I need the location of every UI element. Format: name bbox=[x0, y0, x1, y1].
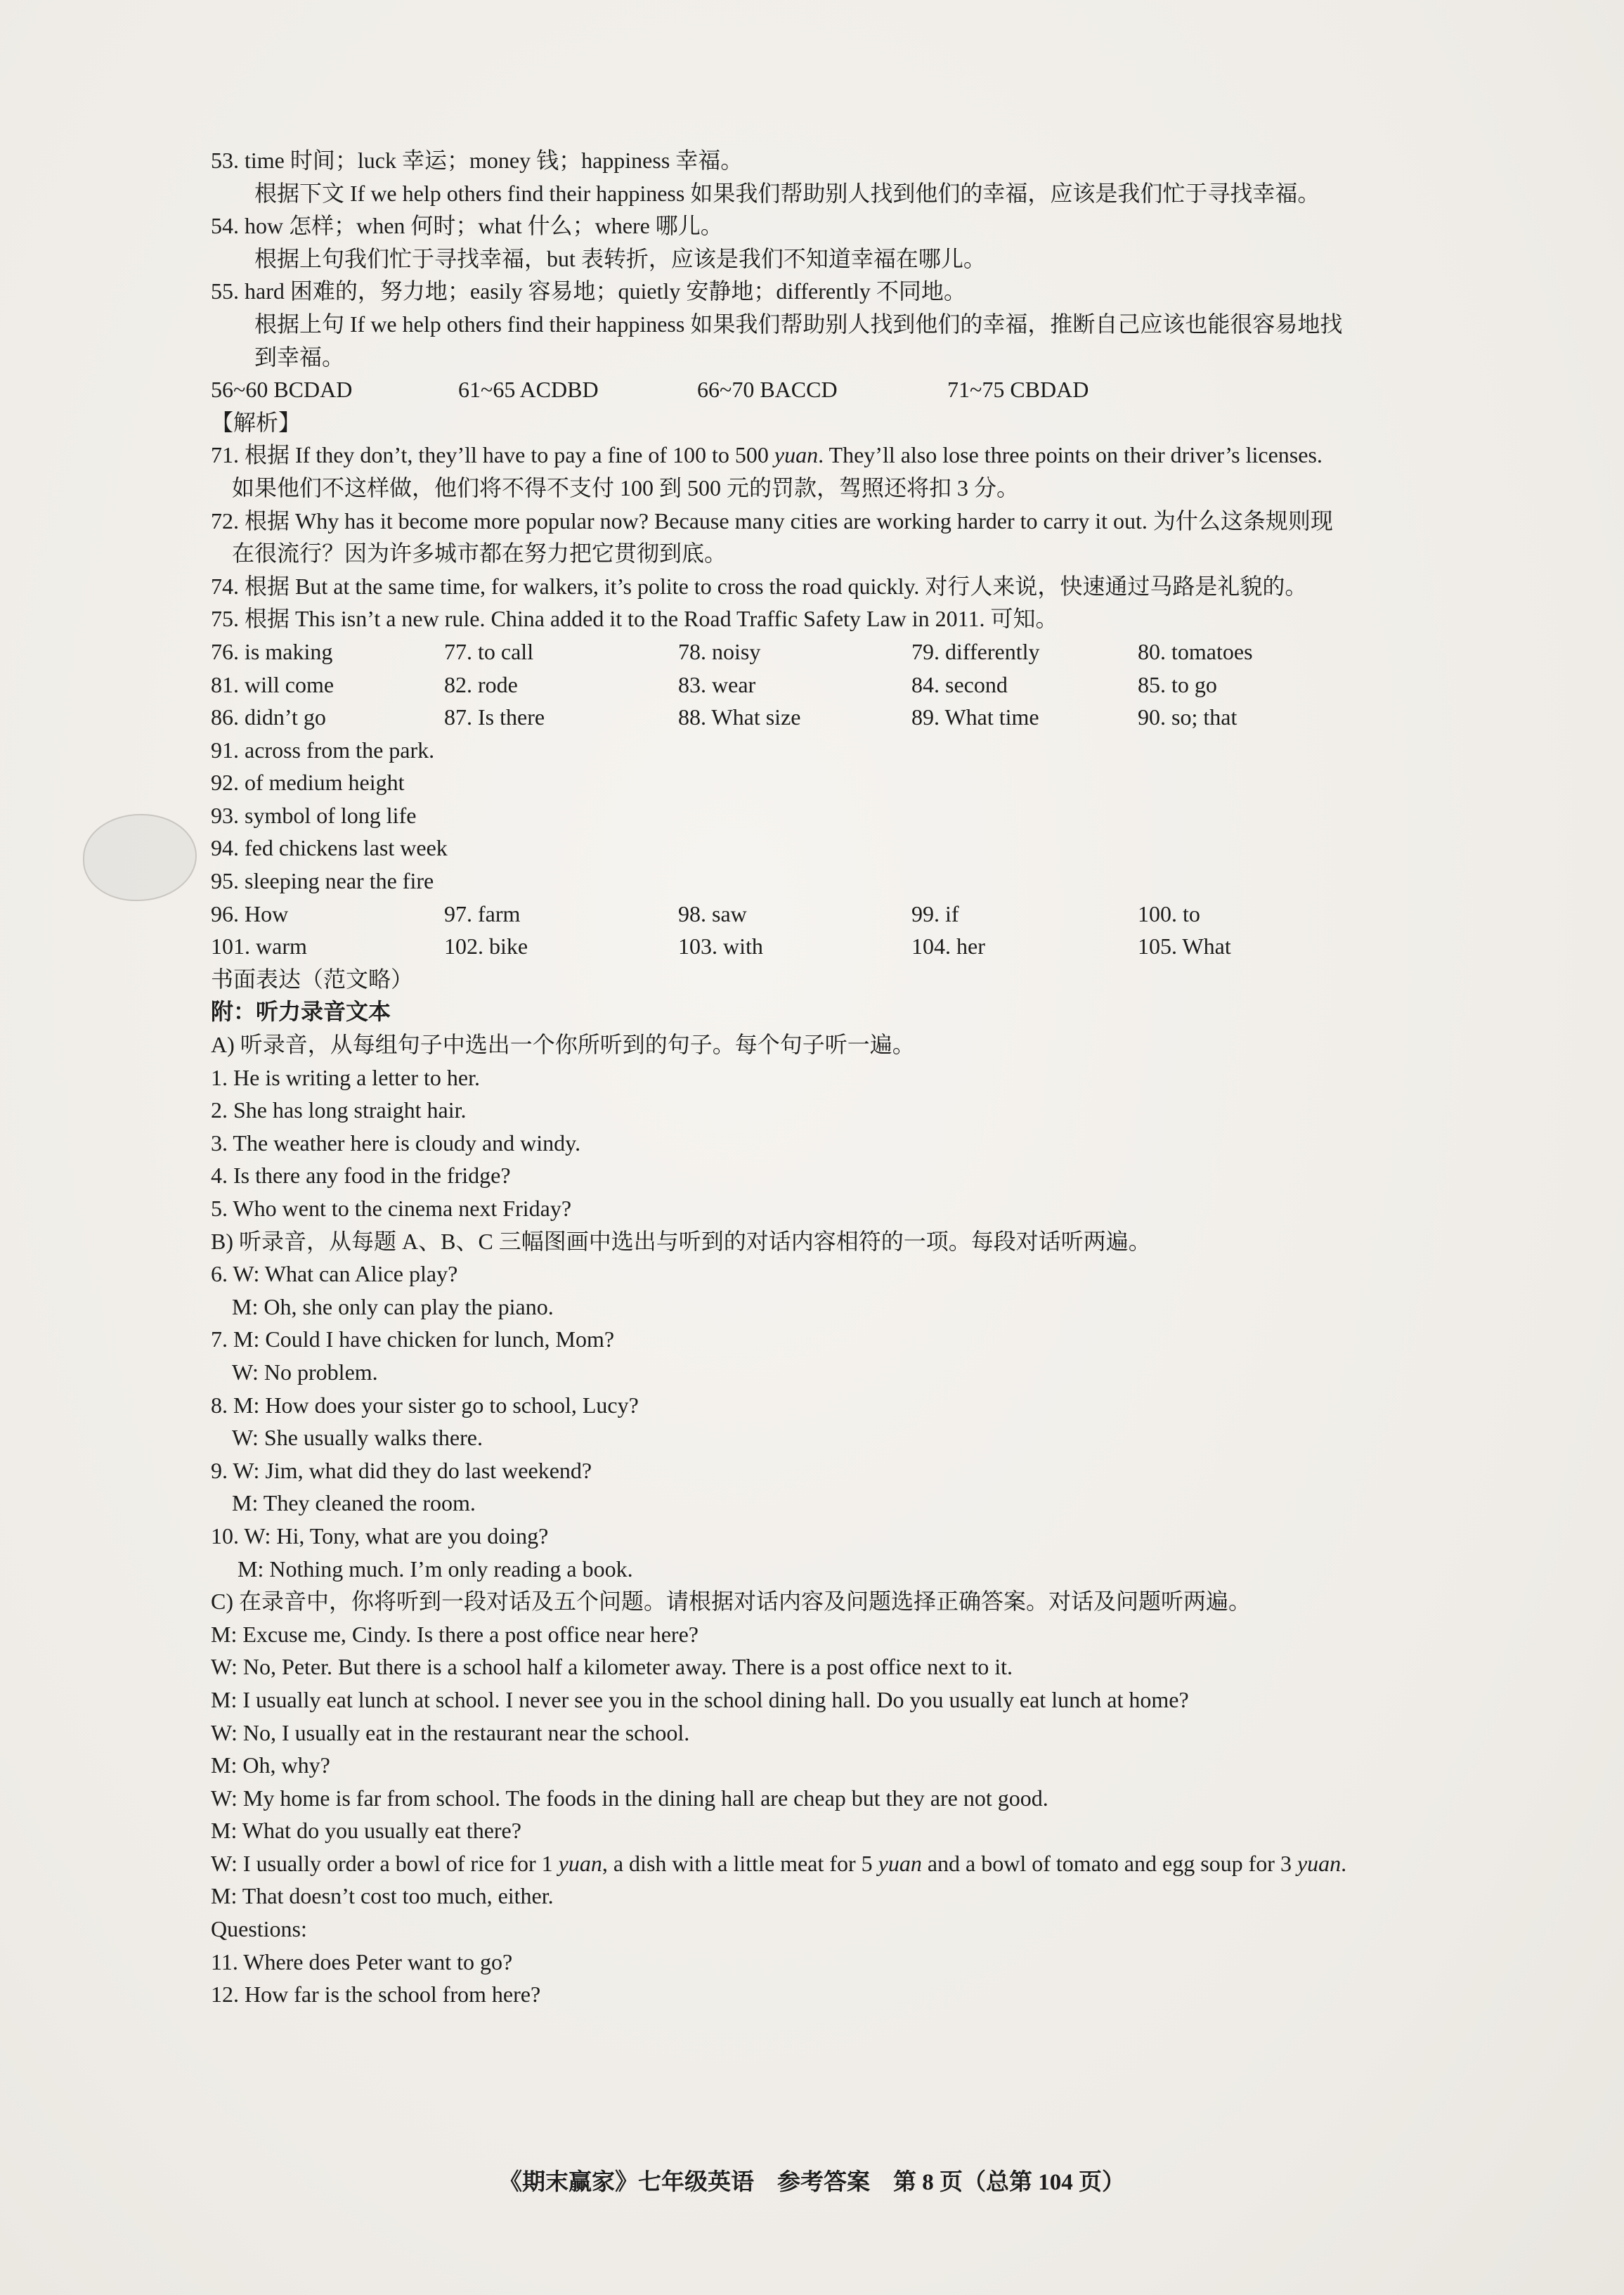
cloze-answers-row bbox=[211, 898, 1497, 931]
cloze-answer: 101. warm bbox=[211, 933, 307, 959]
sentence-answer: 94. fed chickens last week bbox=[211, 835, 448, 861]
fill-answer: 78. noisy bbox=[678, 638, 761, 664]
part-a-sentence: 4. Is there any food in the fridge? bbox=[211, 1163, 511, 1189]
fill-answer: 83. wear bbox=[678, 671, 756, 697]
dialogue-question: 6. W: What can Alice play? bbox=[211, 1261, 458, 1287]
reading-answer: 66~70 BACCD bbox=[697, 377, 838, 403]
analysis-72-translation: 在很流行？因为许多城市都在努力把它贯彻到底。 bbox=[232, 541, 727, 567]
analysis-71-translation: 如果他们不这样做，他们将不得不支付 100 到 500 元的罚款，驾照还将扣 3 分。 bbox=[232, 474, 1020, 500]
sentence-answer: 91. across from the park. bbox=[211, 737, 435, 763]
part-a-instructions: A) 听录音，从每组句子中选出一个你所听到的句子。每个句子听一遍。 bbox=[211, 1032, 915, 1058]
dialogue-answer: M: Oh, she only can play the piano. bbox=[232, 1293, 554, 1319]
dialogue-question: 8. M: How does your sister go to school, Lucy? bbox=[211, 1392, 639, 1418]
reading-answer: 61~65 ACDBD bbox=[458, 377, 599, 403]
answer-55-explanation: 根据上句 If we help others find their happiness 如果我们帮助别人找到他们的幸福，推断自己应该也能很容易地找 bbox=[254, 311, 1343, 337]
fill-answer: 89. What time bbox=[911, 704, 1039, 730]
part-a-sentence: 5. Who went to the cinema next Friday? bbox=[211, 1196, 572, 1221]
part-c-dialogue-line: M: I usually eat lunch at school. I never see you in the school dining hall. Do you usually eat lunch at home? bbox=[211, 1686, 1189, 1712]
fill-answer: 77. to call bbox=[444, 638, 534, 664]
fill-answer: 80. tomatoes bbox=[1138, 638, 1253, 664]
part-a-sentence: 2. She has long straight hair. bbox=[211, 1097, 467, 1123]
part-b-instructions: B) 听录音，从每题 A、B、C 三幅图画中选出与听到的对话内容相符的一项。每段对话听两遍。 bbox=[211, 1228, 1151, 1254]
cloze-answer: 96. How bbox=[211, 900, 289, 926]
appendix-title: 附：听力录音文本 bbox=[211, 999, 391, 1025]
part-c-dialogue-line: M: Oh, why? bbox=[211, 1752, 330, 1778]
dialogue-question: 9. W: Jim, what did they do last weekend? bbox=[211, 1457, 592, 1483]
part-c-dialogue-line: M: That doesn’t cost too much, either. bbox=[211, 1883, 554, 1909]
dialogue-question: 10. W: Hi, Tony, what are you doing? bbox=[211, 1523, 549, 1549]
analysis-72: 72. 根据 Why has it become more popular now? Because many cities are working harder to carry it out. 为什么这条规则现 bbox=[211, 508, 1333, 534]
analysis-75: 75. 根据 This isn’t a new rule. China added it to the Road Traffic Safety Law in 2011. 可知。 bbox=[211, 606, 1058, 632]
cloze-answer: 102. bike bbox=[444, 933, 528, 959]
cloze-answer: 103. with bbox=[678, 933, 763, 959]
fill-answer: 90. so; that bbox=[1138, 704, 1238, 730]
fill-answer: 79. differently bbox=[911, 638, 1040, 664]
analysis-heading: 【解析】 bbox=[211, 409, 301, 435]
part-c-dialogue-line: W: No, Peter. But there is a school half a kilometer away. There is a post office next to it. bbox=[211, 1654, 1013, 1680]
answer-53: 53. time 时间；luck 幸运；money 钱；happiness 幸福。 bbox=[211, 148, 743, 173]
answer-55-explanation-cont: 到幸福。 bbox=[254, 344, 345, 370]
dialogue-answer: W: No problem. bbox=[232, 1359, 378, 1385]
reading-answer: 56~60 BCDAD bbox=[211, 377, 353, 403]
faded-stamp-mark bbox=[83, 814, 197, 901]
writing-note: 书面表达（范文略） bbox=[211, 966, 414, 992]
fill-answer: 81. will come bbox=[211, 671, 334, 697]
cloze-answer: 97. farm bbox=[444, 900, 521, 926]
sentence-answer: 93. symbol of long life bbox=[211, 802, 417, 828]
fill-answer: 88. What size bbox=[678, 704, 801, 730]
part-c-dialogue-line: M: Excuse me, Cindy. Is there a post office near here? bbox=[211, 1621, 699, 1647]
cloze-answer: 99. if bbox=[911, 900, 959, 926]
questions-heading: Questions: bbox=[211, 1916, 307, 1942]
reading-answers-row bbox=[211, 373, 1497, 406]
sentence-answer: 95. sleeping near the fire bbox=[211, 868, 434, 894]
part-c-dialogue-line: W: I usually order a bowl of rice for 1 yuan, a dish with a little meat for 5 yuan and a bowl of tomato and egg soup for 3 yuan. bbox=[211, 1850, 1347, 1876]
answer-55: 55. hard 困难的，努力地；easily 容易地；quietly 安静地；differently 不同地。 bbox=[211, 278, 966, 304]
page-footer: 《期末赢家》七年级英语 参考答案 第 8 页（总第 104 页） bbox=[499, 2170, 1125, 2195]
cloze-answers-row bbox=[211, 930, 1497, 963]
reading-answer: 71~75 CBDAD bbox=[947, 377, 1089, 403]
dialogue-question: 7. M: Could I have chicken for lunch, Mom? bbox=[211, 1326, 615, 1352]
fill-answers-row bbox=[211, 635, 1497, 668]
fill-answer: 86. didn’t go bbox=[211, 704, 326, 730]
answer-54: 54. how 怎样；when 何时；what 什么；where 哪儿。 bbox=[211, 213, 723, 239]
fill-answers-row bbox=[211, 701, 1497, 734]
answer-key-content bbox=[211, 144, 1497, 2011]
fill-answer: 76. is making bbox=[211, 638, 333, 664]
cloze-answer: 105. What bbox=[1138, 933, 1231, 959]
cloze-answer: 104. her bbox=[911, 933, 985, 959]
analysis-71: 71. 根据 If they don’t, they’ll have to pay a fine of 100 to 500 yuan. They’ll also lose three points on their driver’s licenses. bbox=[211, 442, 1323, 468]
answer-53-explanation: 根据下文 If we help others find their happiness 如果我们帮助别人找到他们的幸福，应该是我们忙于寻找幸福。 bbox=[254, 180, 1320, 206]
part-c-dialogue-line: M: What do you usually eat there? bbox=[211, 1818, 521, 1844]
part-c-dialogue-line: W: No, I usually eat in the restaurant near the school. bbox=[211, 1719, 690, 1745]
dialogue-answer: M: They cleaned the room. bbox=[232, 1490, 476, 1516]
dialogue-answer: M: Nothing much. I’m only reading a book. bbox=[238, 1556, 633, 1582]
part-a-sentence: 3. The weather here is cloudy and windy. bbox=[211, 1130, 581, 1156]
part-c-instructions: C) 在录音中，你将听到一段对话及五个问题。请根据对话内容及问题选择正确答案。对话及问题听两遍。 bbox=[211, 1589, 1252, 1615]
cloze-answer: 98. saw bbox=[678, 900, 747, 926]
part-a-sentence: 1. He is writing a letter to her. bbox=[211, 1064, 481, 1090]
listening-question: 11. Where does Peter want to go? bbox=[211, 1948, 513, 1974]
analysis-74: 74. 根据 But at the same time, for walkers, it’s polite to cross the road quickly. 对行人来说，快速通过马路是礼貌的。 bbox=[211, 573, 1308, 599]
part-c-dialogue-line: W: My home is far from school. The foods in the dining hall are cheap but they are not good. bbox=[211, 1785, 1048, 1811]
sentence-answer: 92. of medium height bbox=[211, 770, 405, 796]
fill-answer: 85. to go bbox=[1138, 671, 1217, 697]
dialogue-answer: W: She usually walks there. bbox=[232, 1425, 483, 1451]
fill-answer: 84. second bbox=[911, 671, 1008, 697]
fill-answer: 82. rode bbox=[444, 671, 518, 697]
fill-answers-row bbox=[211, 668, 1497, 702]
answer-54-explanation: 根据上句我们忙于寻找幸福，but 表转折，应该是我们不知道幸福在哪儿。 bbox=[254, 245, 986, 271]
fill-answer: 87. Is there bbox=[444, 704, 545, 730]
cloze-answer: 100. to bbox=[1138, 900, 1200, 926]
listening-question: 12. How far is the school from here? bbox=[211, 1982, 541, 2008]
